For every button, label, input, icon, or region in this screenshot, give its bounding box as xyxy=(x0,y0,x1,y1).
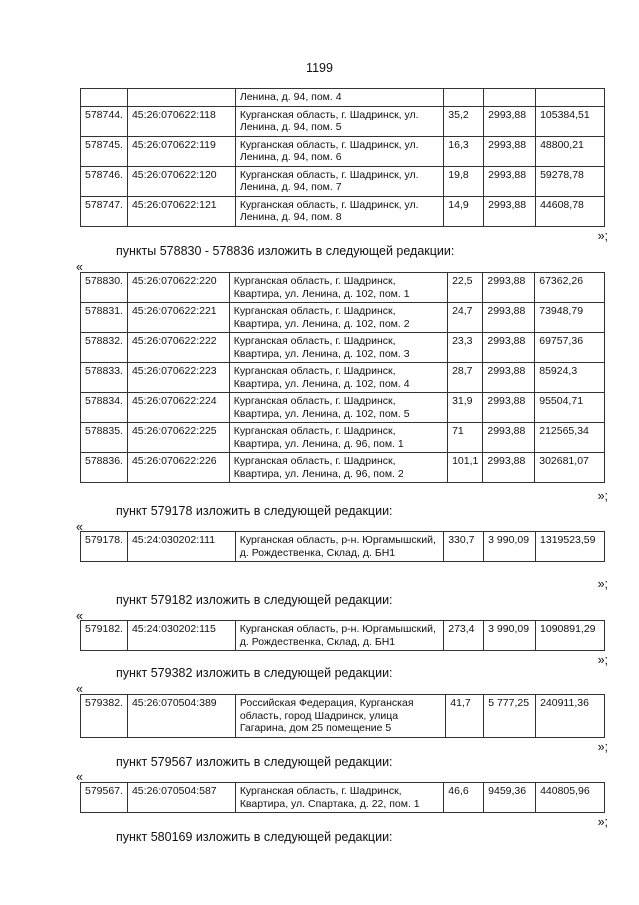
amendment-instruction: пункты 578830 - 578836 изложить в следующей редакции: xyxy=(116,244,455,258)
rate-cell: 2993,88 xyxy=(484,166,536,196)
address-cell: Курганская область, г. Шадринск, ул. Ленина, д. 94, пом. 8 xyxy=(235,196,443,226)
cadastral-number-cell: 45:26:070622:119 xyxy=(127,136,235,166)
table-row xyxy=(81,89,605,107)
rate-cell: 2993,88 xyxy=(484,136,536,166)
cadastral-number-cell: 45:24:030202:111 xyxy=(127,532,235,562)
cadastral-number-cell: 45:26:070622:226 xyxy=(127,453,229,483)
cadastral-number-cell: 45:26:070622:118 xyxy=(127,106,235,136)
table-row xyxy=(81,423,605,453)
area-cell: 24,7 xyxy=(448,303,483,333)
value-cell: 85924,3 xyxy=(535,363,605,393)
area-cell: 330,7 xyxy=(444,532,484,562)
table-row xyxy=(81,363,605,393)
area-cell: 23,3 xyxy=(448,333,483,363)
property-table xyxy=(80,531,605,562)
area-cell: 22,5 xyxy=(448,273,483,303)
area-cell: 31,9 xyxy=(448,393,483,423)
area-cell: 71 xyxy=(448,423,483,453)
address-cell: Российская Федерация, Курганская область, город Шадринск, улица Гагарина, дом 25 помещение 5 xyxy=(235,695,445,738)
table-row xyxy=(81,621,605,651)
cadastral-number-cell: 45:26:070622:225 xyxy=(127,423,229,453)
rate-cell xyxy=(484,89,536,107)
row-number-cell: 579182. xyxy=(81,621,128,651)
table-row xyxy=(81,695,605,738)
amendment-instruction: пункт 579382 изложить в следующей редакции: xyxy=(116,666,393,680)
area-cell: 14,9 xyxy=(444,196,484,226)
cadastral-number-cell: 45:24:030202:115 xyxy=(127,621,235,651)
rate-cell: 3 990,09 xyxy=(484,532,536,562)
table-row xyxy=(81,393,605,423)
property-table xyxy=(80,88,605,227)
close-quote: »; xyxy=(597,653,608,667)
address-cell: Курганская область, г. Шадринск, Квартира, ул. Ленина, д. 102, пом. 5 xyxy=(229,393,447,423)
value-cell: 73948,79 xyxy=(535,303,605,333)
area-cell: 101,1 xyxy=(448,453,483,483)
address-cell: Курганская область, г. Шадринск, Квартира, ул. Ленина, д. 96, пом. 1 xyxy=(229,423,447,453)
cadastral-number-cell xyxy=(127,89,235,107)
table-row xyxy=(81,166,605,196)
table-row xyxy=(81,783,605,813)
address-cell: Курганская область, г. Шадринск, Квартира, ул. Ленина, д. 102, пом. 3 xyxy=(229,333,447,363)
area-cell xyxy=(444,89,484,107)
property-table xyxy=(80,782,605,813)
address-cell: Ленина, д. 94, пом. 4 xyxy=(235,89,443,107)
area-cell: 19,8 xyxy=(444,166,484,196)
value-cell: 59278,78 xyxy=(536,166,605,196)
address-cell: Курганская область, г. Шадринск, Квартира, ул. Ленина, д. 102, пом. 2 xyxy=(229,303,447,333)
table-row xyxy=(81,136,605,166)
value-cell: 302681,07 xyxy=(535,453,605,483)
address-cell: Курганская область, г. Шадринск, Квартира, ул. Спартака, д. 22, пом. 1 xyxy=(235,783,443,813)
amendment-instruction: пункт 579567 изложить в следующей редакции: xyxy=(116,755,393,769)
close-quote: »; xyxy=(597,740,608,754)
table-row xyxy=(81,303,605,333)
row-number-cell: 578746. xyxy=(81,166,128,196)
table-row xyxy=(81,453,605,483)
address-cell: Курганская область, г. Шадринск, ул. Ленина, д. 94, пом. 6 xyxy=(235,136,443,166)
row-number-cell: 578830. xyxy=(81,273,128,303)
table-row xyxy=(81,333,605,363)
amendment-instruction: пункт 580169 изложить в следующей редакции: xyxy=(116,830,393,844)
rate-cell: 2993,88 xyxy=(483,303,535,333)
value-cell xyxy=(536,89,605,107)
address-cell: Курганская область, г. Шадринск, Квартира, ул. Ленина, д. 96, пом. 2 xyxy=(229,453,447,483)
row-number-cell: 578831. xyxy=(81,303,128,333)
row-number-cell: 578833. xyxy=(81,363,128,393)
row-number-cell: 579567. xyxy=(81,783,128,813)
address-cell: Курганская область, р-н. Юргамышский, д. Рождественка, Склад, д. БН1 xyxy=(235,621,443,651)
cadastral-number-cell: 45:26:070504:389 xyxy=(127,695,235,738)
open-quote: « xyxy=(76,260,83,274)
amendment-instruction: пункт 579178 изложить в следующей редакции: xyxy=(116,504,393,518)
cadastral-number-cell: 45:26:070504:587 xyxy=(127,783,235,813)
address-cell: Курганская область, г. Шадринск, Квартира, ул. Ленина, д. 102, пом. 4 xyxy=(229,363,447,393)
cadastral-number-cell: 45:26:070622:121 xyxy=(127,196,235,226)
page-number: 1199 xyxy=(306,61,333,75)
row-number-cell: 578832. xyxy=(81,333,128,363)
open-quote: « xyxy=(76,520,83,534)
cadastral-number-cell: 45:26:070622:120 xyxy=(127,166,235,196)
cadastral-number-cell: 45:26:070622:223 xyxy=(127,363,229,393)
value-cell: 105384,51 xyxy=(536,106,605,136)
value-cell: 69757,36 xyxy=(535,333,605,363)
table-row xyxy=(81,532,605,562)
value-cell: 1319523,59 xyxy=(536,532,605,562)
row-number-cell: 579178. xyxy=(81,532,128,562)
value-cell: 240911,36 xyxy=(536,695,605,738)
row-number-cell: 578747. xyxy=(81,196,128,226)
area-cell: 16,3 xyxy=(444,136,484,166)
rate-cell: 2993,88 xyxy=(483,273,535,303)
table-row xyxy=(81,196,605,226)
amendment-instruction: пункт 579182 изложить в следующей редакции: xyxy=(116,593,393,607)
table-row xyxy=(81,273,605,303)
row-number-cell: 578744. xyxy=(81,106,128,136)
close-quote: »; xyxy=(597,815,608,829)
rate-cell: 9459,36 xyxy=(484,783,536,813)
open-quote: « xyxy=(76,609,83,623)
close-quote: »; xyxy=(597,229,608,243)
cadastral-number-cell: 45:26:070622:222 xyxy=(127,333,229,363)
value-cell: 95504,71 xyxy=(535,393,605,423)
area-cell: 41,7 xyxy=(446,695,484,738)
address-cell: Курганская область, г. Шадринск, ул. Ленина, д. 94, пом. 7 xyxy=(235,166,443,196)
rate-cell: 2993,88 xyxy=(484,106,536,136)
cadastral-number-cell: 45:26:070622:220 xyxy=(127,273,229,303)
rate-cell: 2993,88 xyxy=(484,196,536,226)
property-table xyxy=(80,272,605,483)
row-number-cell: 578836. xyxy=(81,453,128,483)
value-cell: 212565,34 xyxy=(535,423,605,453)
area-cell: 273,4 xyxy=(444,621,484,651)
open-quote: « xyxy=(76,770,83,784)
value-cell: 44608,78 xyxy=(536,196,605,226)
open-quote: « xyxy=(76,682,83,696)
property-table xyxy=(80,620,605,651)
area-cell: 46,6 xyxy=(444,783,484,813)
value-cell: 67362,26 xyxy=(535,273,605,303)
row-number-cell: 578834. xyxy=(81,393,128,423)
value-cell: 1090891,29 xyxy=(536,621,605,651)
row-number-cell: 579382. xyxy=(81,695,128,738)
cadastral-number-cell: 45:26:070622:224 xyxy=(127,393,229,423)
row-number-cell xyxy=(81,89,128,107)
rate-cell: 2993,88 xyxy=(483,333,535,363)
value-cell: 48800,21 xyxy=(536,136,605,166)
rate-cell: 2993,88 xyxy=(483,423,535,453)
address-cell: Курганская область, г. Шадринск, ул. Ленина, д. 94, пом. 5 xyxy=(235,106,443,136)
rate-cell: 2993,88 xyxy=(483,363,535,393)
property-table xyxy=(80,694,605,738)
address-cell: Курганская область, р-н. Юргамышский, д. Рождественка, Склад, д. БН1 xyxy=(235,532,443,562)
row-number-cell: 578745. xyxy=(81,136,128,166)
row-number-cell: 578835. xyxy=(81,423,128,453)
value-cell: 440805,96 xyxy=(536,783,605,813)
area-cell: 35,2 xyxy=(444,106,484,136)
rate-cell: 2993,88 xyxy=(483,453,535,483)
close-quote: »; xyxy=(597,577,608,591)
close-quote: »; xyxy=(597,489,608,503)
area-cell: 28,7 xyxy=(448,363,483,393)
rate-cell: 5 777,25 xyxy=(484,695,536,738)
table-row xyxy=(81,106,605,136)
cadastral-number-cell: 45:26:070622:221 xyxy=(127,303,229,333)
address-cell: Курганская область, г. Шадринск, Квартира, ул. Ленина, д. 102, пом. 1 xyxy=(229,273,447,303)
rate-cell: 3 990,09 xyxy=(484,621,536,651)
rate-cell: 2993,88 xyxy=(483,393,535,423)
